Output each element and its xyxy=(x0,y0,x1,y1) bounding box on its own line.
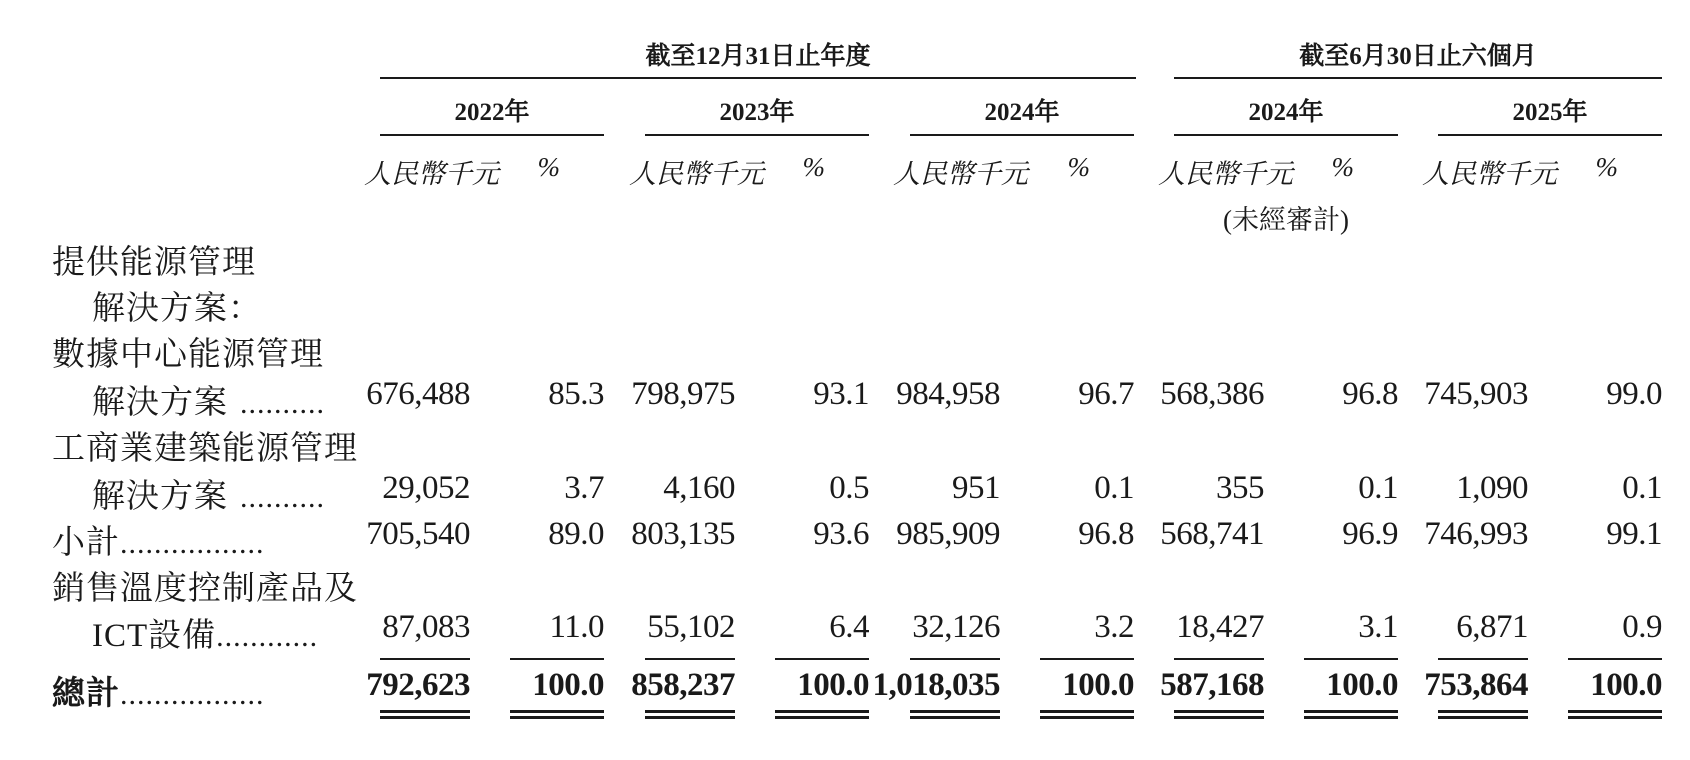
unit-amount: 人民幣千元 xyxy=(1158,159,1293,189)
amount-cell: 705,540 xyxy=(366,516,470,552)
total-double-rule xyxy=(775,710,869,719)
year-header: 2024年 xyxy=(1248,99,1324,126)
total-double-rule xyxy=(1304,710,1398,719)
amount-cell: 676,488 xyxy=(366,376,470,412)
row-label-text: 總計 xyxy=(52,676,120,712)
percent-cell: 99.0 xyxy=(1606,376,1662,412)
percent-cell: 6.4 xyxy=(829,609,869,645)
total-double-rule xyxy=(910,710,1000,719)
percent-cell: 0.9 xyxy=(1622,609,1662,645)
leader-dots: .......... xyxy=(240,387,325,420)
total-double-rule xyxy=(380,710,470,719)
percent-cell: 100.0 xyxy=(1590,667,1662,703)
percent-cell: 100.0 xyxy=(1062,667,1134,703)
amount-cell: 1,090 xyxy=(1456,470,1528,506)
row-label-cont xyxy=(92,470,325,517)
subtotal-rule xyxy=(1174,658,1264,660)
unit-pct: % xyxy=(537,152,560,182)
percent-cell: 93.6 xyxy=(813,516,869,552)
percent-cell: 3.2 xyxy=(1094,609,1134,645)
amount-cell: 568,386 xyxy=(1160,376,1264,412)
amount-cell: 803,135 xyxy=(631,516,735,552)
amount-cell: 32,126 xyxy=(912,609,1000,645)
subtotal-rule xyxy=(910,658,1000,660)
unit-pct: % xyxy=(1595,152,1618,182)
amount-cell: 568,741 xyxy=(1160,516,1264,552)
percent-cell: 100.0 xyxy=(1326,667,1398,703)
unit-amount: 人民幣千元 xyxy=(893,159,1028,189)
header-annual-rule xyxy=(380,77,1136,79)
amount-cell: 858,237 xyxy=(631,667,735,703)
percent-cell: 93.1 xyxy=(813,376,869,412)
row-label: 工商業建築能源管理 xyxy=(52,431,358,467)
amount-cell: 6,871 xyxy=(1456,609,1528,645)
section-title: 提供能源管理 xyxy=(52,245,256,281)
subtotal-rule xyxy=(380,658,470,660)
year-header: 2024年 xyxy=(984,99,1060,126)
unit-amount: 人民幣千元 xyxy=(629,159,764,189)
leader-dots: .......... xyxy=(240,481,325,514)
total-double-rule xyxy=(1568,710,1662,719)
percent-cell: 85.3 xyxy=(548,376,604,412)
header-interim-rule xyxy=(1174,77,1662,79)
unit-amount: 人民幣千元 xyxy=(364,159,499,189)
year-header: 2022年 xyxy=(454,99,530,126)
percent-cell: 96.8 xyxy=(1078,516,1134,552)
row-label-text: ICT設備 xyxy=(92,618,217,654)
total-double-rule xyxy=(1040,710,1134,719)
amount-cell: 753,864 xyxy=(1424,667,1528,703)
percent-cell: 0.1 xyxy=(1358,470,1398,506)
subtotal-rule xyxy=(510,658,604,660)
percent-cell: 3.7 xyxy=(564,470,604,506)
leader-dots: ................. xyxy=(120,678,265,711)
amount-cell: 792,623 xyxy=(366,667,470,703)
row-label: 數據中心能源管理 xyxy=(52,337,324,373)
total-double-rule xyxy=(1438,710,1528,719)
total-double-rule xyxy=(645,710,735,719)
unit-pct: % xyxy=(802,152,825,182)
percent-cell: 3.1 xyxy=(1358,609,1398,645)
row-label-text: 解決方案 xyxy=(92,385,228,421)
row-label-cont xyxy=(92,376,325,423)
percent-cell: 0.1 xyxy=(1622,470,1662,506)
row-label xyxy=(52,516,265,563)
unit-pct: % xyxy=(1067,152,1090,182)
subtotal-rule xyxy=(645,658,735,660)
amount-cell: 4,160 xyxy=(663,470,735,506)
amount-cell: 55,102 xyxy=(647,609,735,645)
percent-cell: 0.1 xyxy=(1094,470,1134,506)
amount-cell: 355 xyxy=(1216,470,1264,506)
percent-cell: 100.0 xyxy=(532,667,604,703)
leader-dots: ................. xyxy=(120,527,265,560)
percent-cell: 100.0 xyxy=(797,667,869,703)
amount-cell: 18,427 xyxy=(1176,609,1264,645)
year-header: 2023年 xyxy=(719,99,795,126)
section-title-cont: 解決方案： xyxy=(92,291,262,327)
row-label-cont xyxy=(92,609,318,656)
subtotal-rule xyxy=(1568,658,1662,660)
header-interim: 截至6月30日止六個月 xyxy=(1299,43,1537,70)
subtotal-rule xyxy=(1304,658,1398,660)
amount-cell: 746,993 xyxy=(1424,516,1528,552)
total-double-rule xyxy=(510,710,604,719)
subtotal-rule xyxy=(1438,658,1528,660)
total-double-rule xyxy=(1174,710,1264,719)
amount-cell: 798,975 xyxy=(631,376,735,412)
year-rule xyxy=(380,134,604,136)
amount-cell: 1,018,035 xyxy=(872,667,1000,703)
row-label xyxy=(52,667,265,714)
unaudited-note: (未經審計) xyxy=(1223,205,1349,235)
amount-cell: 587,168 xyxy=(1160,667,1264,703)
unit-amount: 人民幣千元 xyxy=(1422,159,1557,189)
leader-dots: ............ xyxy=(216,620,319,653)
percent-cell: 96.7 xyxy=(1078,376,1134,412)
row-label-text: 解決方案 xyxy=(92,479,228,515)
amount-cell: 745,903 xyxy=(1424,376,1528,412)
percent-cell: 99.1 xyxy=(1606,516,1662,552)
amount-cell: 985,909 xyxy=(896,516,1000,552)
percent-cell: 0.5 xyxy=(829,470,869,506)
amount-cell: 87,083 xyxy=(382,609,470,645)
amount-cell: 951 xyxy=(952,470,1000,506)
year-rule xyxy=(910,134,1134,136)
row-label: 銷售溫度控制產品及 xyxy=(52,571,358,607)
year-rule xyxy=(1174,134,1398,136)
year-header: 2025年 xyxy=(1512,99,1588,126)
percent-cell: 96.9 xyxy=(1342,516,1398,552)
unit-pct: % xyxy=(1331,152,1354,182)
percent-cell: 11.0 xyxy=(549,609,604,645)
amount-cell: 29,052 xyxy=(382,470,470,506)
year-rule xyxy=(1438,134,1662,136)
amount-cell: 984,958 xyxy=(896,376,1000,412)
year-rule xyxy=(645,134,869,136)
percent-cell: 89.0 xyxy=(548,516,604,552)
subtotal-rule xyxy=(1040,658,1134,660)
percent-cell: 96.8 xyxy=(1342,376,1398,412)
row-label-text: 小計 xyxy=(52,525,120,561)
header-annual: 截至12月31日止年度 xyxy=(645,43,871,70)
subtotal-rule xyxy=(775,658,869,660)
